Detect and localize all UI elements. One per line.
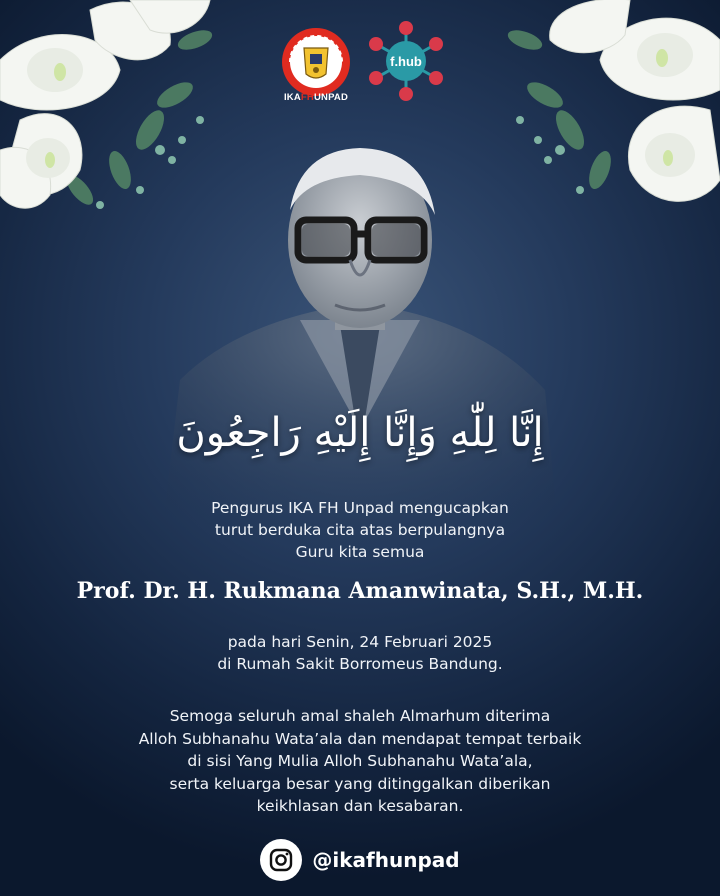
prayer-line: keikhlasan dan kesabaran. (256, 797, 464, 815)
fhub-logo-text: f.hub (390, 54, 422, 69)
instagram-icon (260, 839, 302, 881)
portrait-photo (150, 130, 570, 550)
prayer-line: Semoga seluruh amal shaleh Almarhum diterima (169, 707, 551, 725)
intro-line: turut berduka cita atas berpulangnya (214, 521, 506, 539)
intro-line: Pengurus IKA FH Unpad mengucapkan (211, 499, 509, 517)
date-line: pada hari Senin, 24 Februari 2025 (227, 633, 493, 651)
date-place-text (100, 631, 620, 675)
deceased-name: Prof. Dr. H. Rukmana Amanwinata, S.H., M.H. (76, 578, 644, 604)
instagram-handle-footer (0, 838, 720, 882)
place-line: di Rumah Sakit Borromeus Bandung. (217, 655, 503, 673)
prayer-line: Alloh Subhanahu Wata’ala dan mendapat tempat terbaik (138, 729, 582, 748)
ika-fh-unpad-logo-text: IKAFHUNPAD (283, 92, 349, 103)
instagram-handle: @ikafhunpad (312, 848, 460, 872)
intro-line: Guru kita semua (295, 543, 425, 561)
fhub-logo (365, 20, 447, 102)
prayer-line: serta keluarga besar yang ditinggalkan diberikan (169, 774, 551, 793)
prayer-line: di sisi Yang Mulia Alloh Subhanahu Wata’ala, (187, 752, 533, 770)
arabic-calligraphy-istirja: إِنَّا لِلّٰهِ وَإِنَّا إِلَيْهِ رَاجِعُونَ (176, 410, 544, 456)
intro-text (100, 497, 620, 563)
prayer-text (60, 705, 660, 818)
